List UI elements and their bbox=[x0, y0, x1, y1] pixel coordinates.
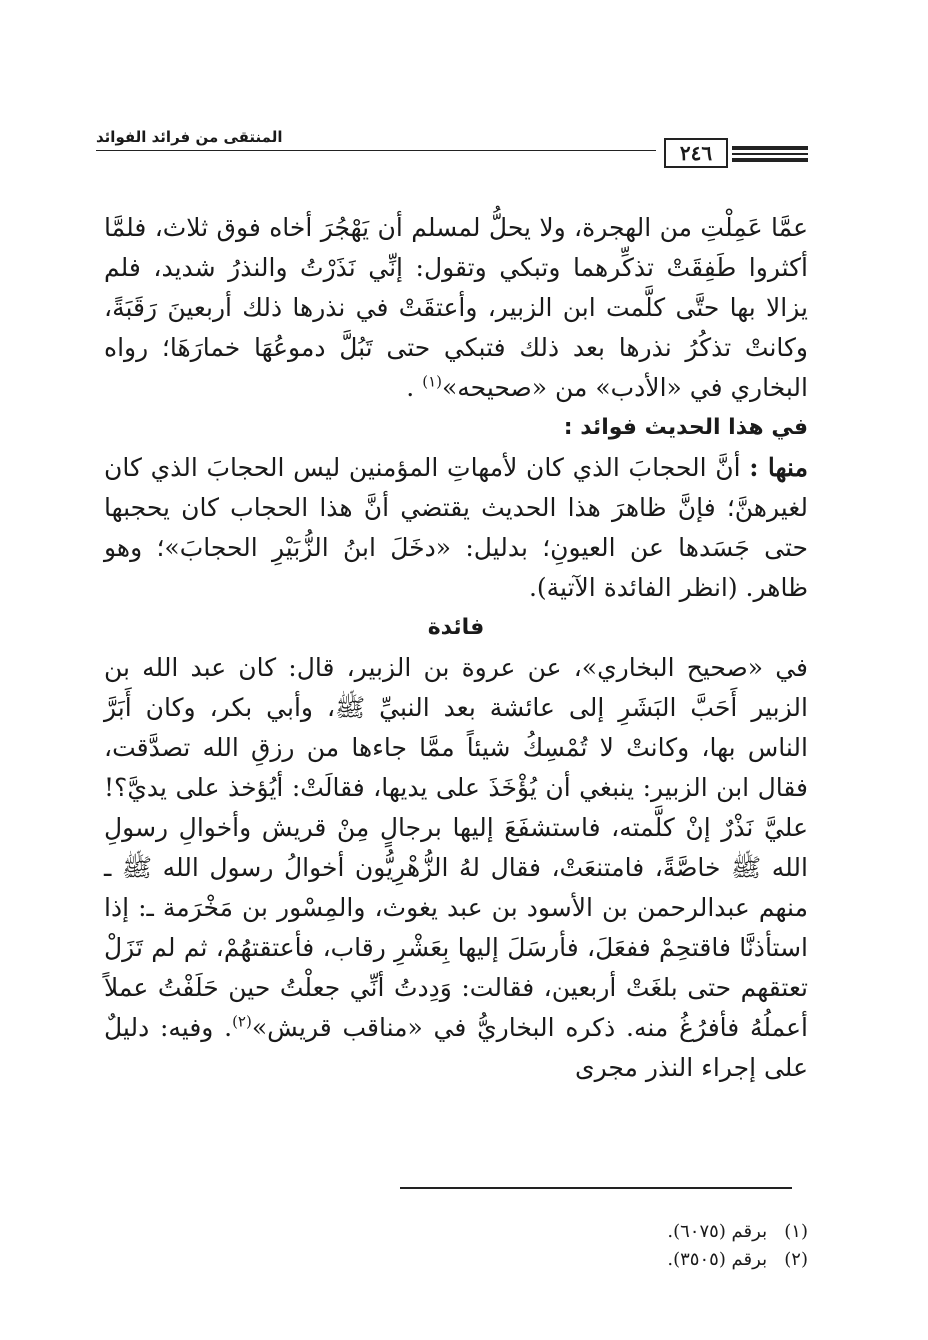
header-ornament-bars bbox=[732, 146, 808, 165]
header-rule bbox=[96, 150, 656, 151]
footnote-ref-1[interactable]: (١) bbox=[422, 372, 442, 391]
main-text bbox=[104, 208, 808, 1088]
paragraph-1: عمَّا عَمِلْتِ من الهجرة، ولا يحلُّ لمسلم أن يَهْجُرَ أخاه فوق ثلاث، فلمَّا أكثروا طَفِقَتْ تذكِّرهما وتبكي وتقول: إنِّي نَذَرْتُ والنذرُ شديد، فلم يزالا بها حتَّى كلَّمت ابن الزبير، وأعتقَتْ في نذرها ذلك أربعينَ رَقَبَةً، وكانتْ تذكُرُ نذرها بعد ذلك فتبكي حتى تَبُلَّ دموعُهَا خمارَهَا؛ رواه البخاري في «الأدب» من «صحيحه»$^{(١)}$ . bbox=[104, 213, 808, 402]
footnote-2: (٢) برقم (٣٥٠٥). bbox=[667, 1249, 808, 1270]
minha-lead: منها : bbox=[749, 453, 808, 482]
running-head-title: المنتقى من فرائد الفوائد bbox=[96, 128, 283, 146]
footnote-ref-2[interactable]: (٢) bbox=[232, 1012, 252, 1031]
faida-heading: فائدة bbox=[427, 615, 485, 640]
paragraph-2: في «صحيح البخاري»، عن عروة بن الزبير، قال: كان عبد الله بن الزبير أَحَبَّ البَشَرِ إلى عائشة بعد النبيِّ ﷺ، وأبي بكر، وكان أَبَرَّ الناس بها، وكانتْ لا تُمْسِكُ شيئاً ممَّا جاءها من رزقِ الله تصدَّقت، فقال ابن الزبير: ينبغي أن يُؤْخَذَ على يديها، فقالَتْ: أيُؤخذ على يديَّ؟! عليَّ نَذْرٌ إنْ كلَّمته، فاستشفَعَ إليها برجالٍ مِنْ قريش وأخوالِ رسولِ الله ﷺ خاصَّةً، فامتنعَتْ، فقال لهُ الزُّهْرِيُّون أخوالُ رسول الله ﷺ ـ منهم عبدالرحمن بن الأسود بن عبد يغوث، والمِسْور بن مَخْرَمة ـ: إذا استأذنَّا فاقتحِمْ ففعَلَ، فأرسَلَ إليها بِعَشْرِ رقاب، فأعتقتهُمْ، ثم لم تَزَلْ تعتقهم حتى بلغَتْ أربعين، فقالت: وَدِدتُ أنِّي جعلْتُ حين حَلَفْتُ عملاً أعملُهُ فأفرُغُ منه. ذكره البخاريُّ في «مناقب قريش»$^{(٢)}$. وفيه: دليلٌ على إجراء النذر مجرى bbox=[104, 653, 808, 1082]
page-number: ٢٤٦ bbox=[664, 138, 728, 168]
benefits-heading: في هذا الحديث فوائد : bbox=[563, 415, 808, 440]
footnotes bbox=[400, 1218, 808, 1274]
paragraph-minha: منها : أنَّ الحجابَ الذي كان لأمهاتِ المؤمنين ليس الحجابَ الذي كان لغيرهنَّ؛ فإنَّ ظاهرَ هذا الحديث يقتضي أنَّ هذا الحجاب كان يحجبها حتى جَسَدها عن العيونِ؛ بدليل: «دخَلَ ابنُ الزُّبَيْرِ الحجابَ»؛ وهو ظاهر. (انظر الفائدة الآتية). bbox=[104, 453, 808, 602]
page-header bbox=[96, 128, 808, 168]
footnote-1: (١) برقم (٦٠٧٥). bbox=[667, 1221, 808, 1242]
footnote-separator bbox=[400, 1187, 792, 1189]
